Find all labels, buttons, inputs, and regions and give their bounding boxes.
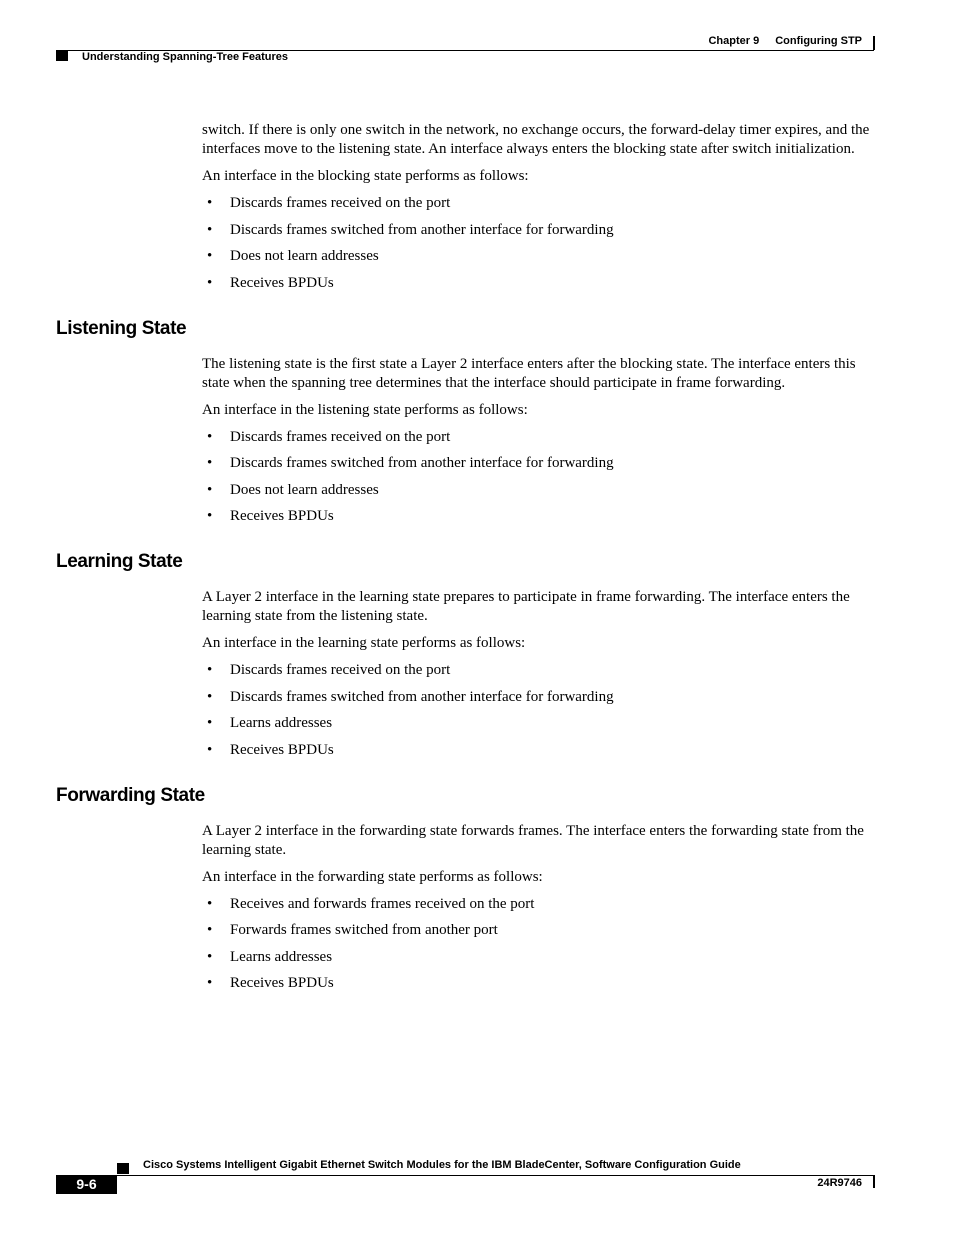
intro-paragraph: switch. If there is only one switch in the network, no exchange occurs, the forward-delay timer expires, and the interfaces move to the listening state. An interface always enters the blocking state after switch initialization. bbox=[202, 122, 870, 157]
section-heading-listening: Listening State bbox=[56, 317, 187, 339]
section-paragraph: A Layer 2 interface in the learning state prepares to participate in frame forwarding. The interface enters the learning state from the listening state. bbox=[202, 589, 850, 624]
learning-state-list bbox=[202, 661, 874, 760]
bullet-icon: • bbox=[207, 688, 213, 705]
bullet-icon: • bbox=[207, 948, 213, 965]
list-item bbox=[202, 454, 874, 473]
section-heading-forwarding: Forwarding State bbox=[56, 784, 205, 806]
list-item-text: Learns addresses bbox=[230, 715, 333, 731]
blocking-state-list bbox=[202, 194, 874, 293]
list-item-text: Learns addresses bbox=[230, 948, 333, 965]
list-item-text: Forwards frames switched from another port bbox=[230, 922, 498, 938]
bullet-icon: • bbox=[207, 428, 213, 445]
bullet-icon: • bbox=[207, 455, 213, 471]
list-item bbox=[202, 688, 874, 707]
chapter-title: Configuring STP bbox=[775, 35, 862, 47]
bullet-icon: • bbox=[207, 715, 213, 731]
footer-rule bbox=[56, 1175, 874, 1176]
forwarding-state-list bbox=[202, 895, 874, 994]
list-item bbox=[202, 481, 874, 500]
list-item bbox=[202, 714, 874, 733]
footer-square-marker bbox=[117, 1163, 129, 1174]
list-item-text: Receives BPDUs bbox=[230, 741, 334, 758]
list-item bbox=[202, 221, 874, 240]
chapter-number: Chapter 9 bbox=[708, 35, 760, 47]
list-item-text: Discards frames received on the port bbox=[230, 195, 451, 211]
header-rule-tick bbox=[873, 36, 875, 50]
bullet-icon: • bbox=[207, 895, 213, 912]
list-item-text: Receives and forwards frames received on the port bbox=[230, 895, 535, 912]
list-item bbox=[202, 194, 874, 213]
list-item-text: Discards frames switched from another interface for forwarding bbox=[230, 688, 614, 705]
list-item bbox=[202, 247, 874, 266]
list-item bbox=[202, 741, 874, 760]
footer-guide-title: Cisco Systems Intelligent Gigabit Ethernet Switch Modules for the IBM BladeCenter, Software Configuration Guide bbox=[143, 1159, 741, 1171]
list-item bbox=[202, 948, 874, 967]
list-item-text: Receives BPDUs bbox=[230, 975, 334, 991]
section-heading-learning: Learning State bbox=[56, 551, 183, 572]
bullet-icon: • bbox=[207, 508, 213, 524]
bullet-icon: • bbox=[207, 922, 213, 938]
list-item bbox=[202, 895, 874, 914]
footer-doc-number: 24R9746 bbox=[817, 1177, 862, 1189]
section-lead: An interface in the forwarding state performs as follows: bbox=[202, 868, 543, 885]
running-header-chapter bbox=[708, 35, 862, 47]
bullet-icon: • bbox=[207, 195, 213, 211]
list-item bbox=[202, 274, 874, 293]
section-lead: An interface in the listening state performs as follows: bbox=[202, 401, 528, 418]
bullet-icon: • bbox=[207, 975, 213, 991]
page-number: 9-6 bbox=[76, 1176, 97, 1192]
list-item-text: Does not learn addresses bbox=[230, 248, 379, 264]
list-item-text: Discards frames received on the port bbox=[230, 428, 451, 445]
running-header-section: Understanding Spanning-Tree Features bbox=[82, 51, 288, 63]
bullet-icon: • bbox=[207, 741, 213, 758]
bullet-icon: • bbox=[207, 481, 213, 498]
header-square-marker bbox=[56, 51, 68, 61]
list-item bbox=[202, 921, 874, 940]
list-item-text: Receives BPDUs bbox=[230, 274, 334, 291]
listening-state-list bbox=[202, 428, 874, 527]
bullet-icon: • bbox=[207, 274, 213, 291]
page-body bbox=[0, 121, 954, 1001]
bullet-icon: • bbox=[207, 662, 213, 678]
section-lead: An interface in the learning state performs as follows: bbox=[202, 635, 526, 651]
list-item-text: Discards frames switched from another interface for forwarding bbox=[230, 455, 614, 471]
list-item-text: Does not learn addresses bbox=[230, 481, 379, 498]
intro-lead: An interface in the blocking state performs as follows: bbox=[202, 168, 529, 184]
list-item-text: Discards frames switched from another interface for forwarding bbox=[230, 221, 614, 238]
bullet-icon: • bbox=[207, 248, 213, 264]
list-item-text: Receives BPDUs bbox=[230, 508, 334, 524]
list-item bbox=[202, 661, 874, 680]
section-paragraph: A Layer 2 interface in the forwarding state forwards frames. The interface enters the forwarding state from the learning state. bbox=[202, 822, 864, 858]
footer-rule-tick bbox=[873, 1175, 875, 1188]
list-item bbox=[202, 507, 874, 526]
list-item bbox=[202, 974, 874, 993]
bullet-icon: • bbox=[207, 221, 213, 238]
list-item-text: Discards frames received on the port bbox=[230, 662, 451, 678]
list-item bbox=[202, 428, 874, 447]
section-paragraph: The listening state is the first state a Layer 2 interface enters after the blocking state. The interface enters this state when the spanning tree determines that the interface should participate in frame forwarding. bbox=[202, 355, 856, 391]
